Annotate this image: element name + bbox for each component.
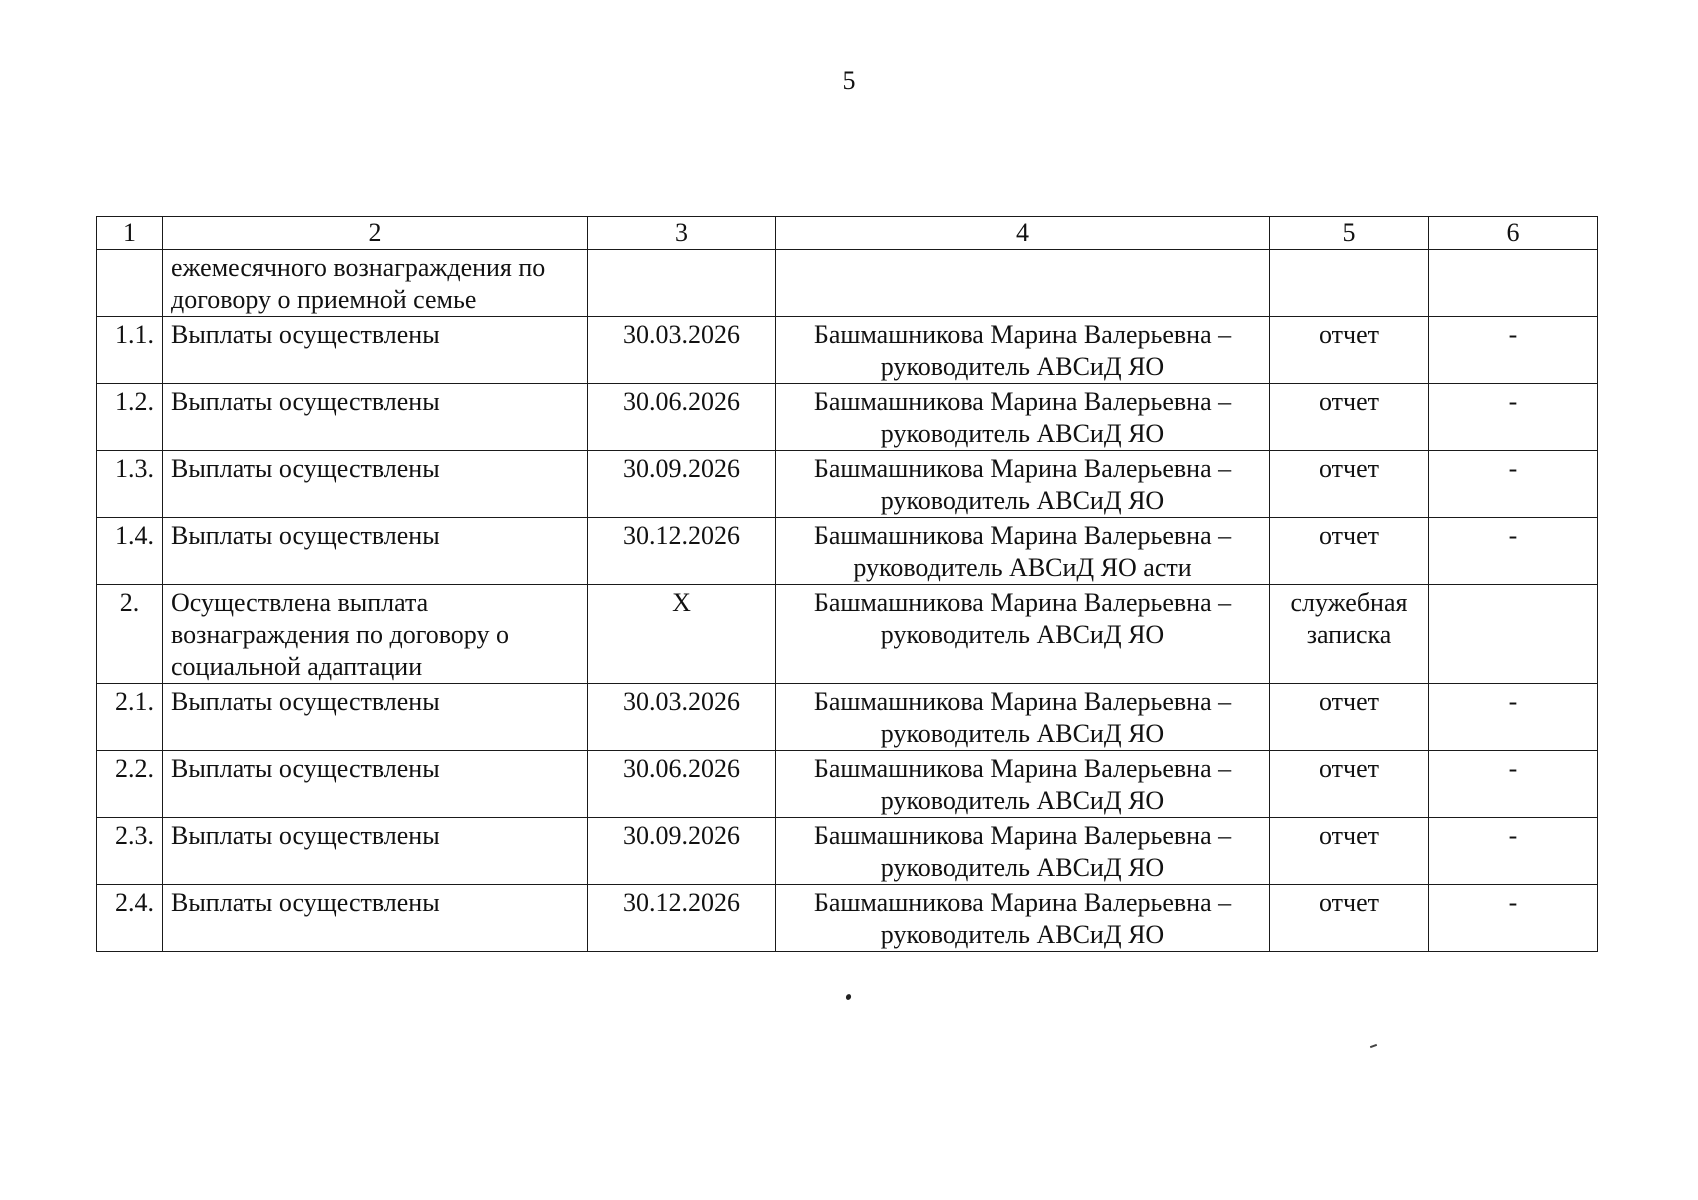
item-date: 30.03.2026 (588, 684, 776, 751)
responsible-role: руководитель АВСиД ЯО (880, 719, 1165, 748)
item-document: отчет (1270, 684, 1429, 751)
item-responsible (776, 751, 1270, 818)
responsible-name: Башмашникова Марина Валерьевна – (813, 521, 1232, 550)
item-text: Выплаты осуществлены (163, 751, 588, 818)
schedule-table (96, 216, 1598, 952)
item-number: 2. (97, 585, 163, 684)
item-responsible (776, 384, 1270, 451)
table-row (97, 751, 1598, 818)
item-text: Выплаты осуществлены (163, 684, 588, 751)
item-document: отчет (1270, 818, 1429, 885)
item-responsible (776, 585, 1270, 684)
column-number: 4 (776, 217, 1270, 250)
item-note: - (1429, 751, 1598, 818)
item-document: отчет (1270, 451, 1429, 518)
scan-speck (845, 993, 852, 1001)
responsible-name: Башмашникова Марина Валерьевна – (813, 588, 1232, 617)
responsible-name: Башмашникова Марина Валерьевна – (813, 687, 1232, 716)
item-document: отчет (1270, 384, 1429, 451)
responsible-role: руководитель АВСиД ЯО (880, 853, 1165, 882)
item-number: 1.3. (97, 451, 163, 518)
column-number-row (97, 217, 1598, 250)
item-responsible (776, 317, 1270, 384)
item-date: 30.12.2026 (588, 518, 776, 585)
item-note: - (1429, 518, 1598, 585)
table-row (97, 818, 1598, 885)
item-text: ежемесячного вознаграждения по договору о приемной семье (163, 250, 588, 317)
item-responsible (776, 451, 1270, 518)
table-row (97, 885, 1598, 952)
responsible-role: руководитель АВСиД ЯО (880, 419, 1165, 448)
item-date: 30.03.2026 (588, 317, 776, 384)
item-date: 30.09.2026 (588, 451, 776, 518)
continuation-row (97, 250, 1598, 317)
responsible-role: руководитель АВСиД ЯО асти (853, 553, 1192, 582)
responsible-role: руководитель АВСиД ЯО (880, 486, 1165, 515)
item-document: отчет (1270, 885, 1429, 952)
responsible-name: Башмашникова Марина Валерьевна – (813, 821, 1232, 850)
item-responsible (776, 518, 1270, 585)
item-text: Выплаты осуществлены (163, 317, 588, 384)
item-text: Выплаты осуществлены (163, 384, 588, 451)
page-number: 5 (842, 66, 856, 95)
column-number: 3 (588, 217, 776, 250)
table-row (97, 518, 1598, 585)
item-text: Выплаты осуществлены (163, 451, 588, 518)
item-document: служебная записка (1270, 585, 1429, 684)
item-date: 30.06.2026 (588, 384, 776, 451)
table-row (97, 384, 1598, 451)
item-note: - (1429, 684, 1598, 751)
column-number: 2 (163, 217, 588, 250)
item-document: отчет (1270, 317, 1429, 384)
item-number: 2.3. (97, 818, 163, 885)
responsible-role: руководитель АВСиД ЯО (880, 920, 1165, 949)
item-responsible (776, 250, 1270, 317)
item-note: - (1429, 317, 1598, 384)
responsible-name: Башмашникова Марина Валерьевна – (813, 888, 1232, 917)
item-date: 30.09.2026 (588, 818, 776, 885)
item-number: 1.1. (97, 317, 163, 384)
table-row (97, 585, 1598, 684)
item-document (1270, 250, 1429, 317)
item-responsible (776, 684, 1270, 751)
scan-speck (1370, 1044, 1377, 1048)
table-row (97, 317, 1598, 384)
item-date: 30.12.2026 (588, 885, 776, 952)
column-number: 1 (97, 217, 163, 250)
item-number: 1.4. (97, 518, 163, 585)
item-text: Выплаты осуществлены (163, 818, 588, 885)
table-row (97, 684, 1598, 751)
column-number: 5 (1270, 217, 1429, 250)
item-responsible (776, 818, 1270, 885)
item-note: - (1429, 885, 1598, 952)
column-number: 6 (1429, 217, 1598, 250)
responsible-role: руководитель АВСиД ЯО (880, 352, 1165, 381)
responsible-name: Башмашникова Марина Валерьевна – (813, 454, 1232, 483)
item-number: 2.4. (97, 885, 163, 952)
item-note: - (1429, 384, 1598, 451)
item-number: 2.1. (97, 684, 163, 751)
item-note (1429, 250, 1598, 317)
item-text: Выплаты осуществлены (163, 518, 588, 585)
item-text: Выплаты осуществлены (163, 885, 588, 952)
item-responsible (776, 885, 1270, 952)
responsible-name: Башмашникова Марина Валерьевна – (813, 320, 1232, 349)
item-text: Осуществлена выплата вознаграждения по договору о социальной адаптации (163, 585, 588, 684)
item-document: отчет (1270, 751, 1429, 818)
item-date: X (588, 585, 776, 684)
item-number (97, 250, 163, 317)
item-number: 2.2. (97, 751, 163, 818)
item-note (1429, 585, 1598, 684)
item-number: 1.2. (97, 384, 163, 451)
responsible-name: Башмашникова Марина Валерьевна – (813, 754, 1232, 783)
table-row (97, 451, 1598, 518)
responsible-role: руководитель АВСиД ЯО (880, 620, 1165, 649)
item-note: - (1429, 818, 1598, 885)
item-date (588, 250, 776, 317)
responsible-name: Башмашникова Марина Валерьевна – (813, 387, 1232, 416)
responsible-role: руководитель АВСиД ЯО (880, 786, 1165, 815)
item-document: отчет (1270, 518, 1429, 585)
item-date: 30.06.2026 (588, 751, 776, 818)
item-note: - (1429, 451, 1598, 518)
